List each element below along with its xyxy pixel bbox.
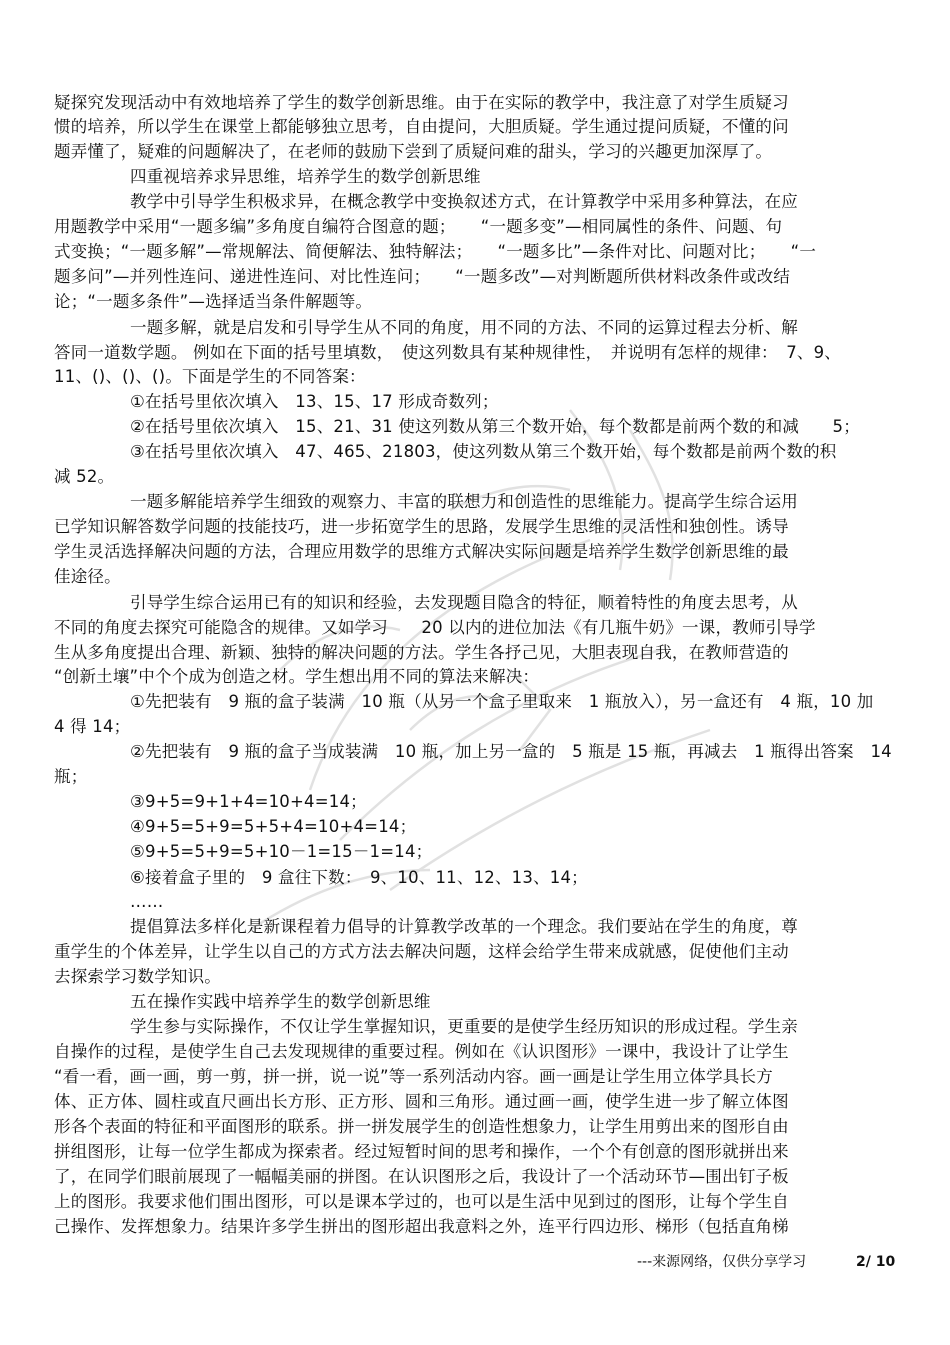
list-item: ④9+5=5+9=5+5+4=10+4=14； [130,817,417,836]
text-line: 了，在同学们眼前展现了一幅幅美丽的拼图。在认识图形之后，我设计了一个活动环节—围出钉子板 [54,1167,789,1186]
text-line: 答同一道数学题。 例如在下面的括号里填数， 使这列数具有某种规律性， 并说明有怎样的规律： 7、9、 [54,343,841,362]
text-line: 上的图形。我要求他们围出图形，可以是课本学过的，也可以是生活中见到过的图形，让每个学生自 [54,1192,789,1211]
text-line: 不同的角度去探究可能隐含的规律。又如学习 20 以内的进位加法《有几瓶牛奶》一课，教师引导学 [54,618,816,637]
text-line: 拼组图形，让每一位学生都成为探索者。经过短暂时间的思考和操作，一个个有创意的图形就拼出来 [54,1142,789,1161]
text-line: 瓶； [54,767,88,786]
text-line: 己操作、发挥想象力。结果许多学生拼出的图形超出我意料之外，连平行四边形、梯形（包括直角梯 [54,1217,789,1236]
list-item: ②先把装有 9 瓶的盒子当成装满 10 瓶，加上另一盒的 5 瓶是 15 瓶，再减去 1 瓶得出答案 14 [130,742,892,761]
text-line: 一题多解能培养学生细致的观察力、丰富的联想力和创造性的思维能力。提高学生综合运用 [130,492,798,511]
text-line: 已学知识解答数学问题的技能技巧，进一步拓宽学生的思路，发展学生思维的灵活性和独创性。诱导 [54,517,789,536]
text-line: “看一看，画一画，剪一剪，拼一拼，说一说”等一系列活动内容。画一画是让学生用立体学具长方 [54,1067,773,1086]
text-line: 体、正方体、圆柱或直尺画出长方形、正方形、圆和三角形。通过画一画，使学生进一步了解立体图 [54,1092,789,1111]
text-line: 减 52。 [54,467,115,486]
text-line: 提倡算法多样化是新课程着力倡导的计算教学改革的一个理念。我们要站在学生的角度，尊 [130,917,798,936]
text-line: 佳途径。 [54,567,121,586]
footer-source: ---来源网络，仅供分享学习 [637,1254,807,1270]
text-line: 题弄懂了，疑难的问题解决了，在老师的鼓励下尝到了质疑问难的甜头，学习的兴趣更加深厚了。 [54,142,773,161]
text-line: 11、()、()、()。下面是学生的不同答案： [54,367,366,386]
list-item: ②在括号里依次填入 15、21、31 使这列数从第三个数开始，每个数都是前两个数的和减 5； [130,417,860,436]
text-line: 学生参与实际操作，不仅让学生掌握知识，更重要的是使学生经历知识的形成过程。学生亲 [130,1017,798,1036]
text-line: 式变换；“一题多解”—常规解法、简便解法、独特解法； “一题多比”—条件对比、问题对比； “一 [54,242,817,261]
text-line: 用题教学中采用“一题多编”多角度自编符合图意的题； “一题多变”—相同属性的条件、问题、句 [54,217,783,236]
list-item: ⑥接着盒子里的 9 盒往下数： 9、10、11、12、13、14； [130,868,588,887]
text-line: 题多问”—并列性连问、递进性连问、对比性连问； “一题多改”—对判断题所供材料改条件或改结 [54,267,791,286]
text-line: 自操作的过程，是使学生自己去发现规律的重要过程。例如在《认识图形》一课中，我设计了让学生 [54,1042,789,1061]
text-line: 4 得 14； [54,717,131,736]
text-line: 生从多角度提出合理、新颖、独特的解决问题的方法。学生各抒己见，大胆表现自我，在教师营造的 [54,643,789,662]
text-line: “创新土壤”中个个成为创造之材。学生想出用不同的算法来解决： [54,667,540,686]
ellipsis: …… [130,892,164,911]
section-heading: 四重视培养求异思维，培养学生的数学创新思维 [130,167,481,186]
list-item: ③9+5=9+1+4=10+4=14； [130,792,367,811]
text-line: 学生灵活选择解决问题的方法，合理应用数学的思维方式解决实际问题是培养学生数学创新思维的最 [54,542,789,561]
section-heading: 五在操作实践中培养学生的数学创新思维 [130,992,431,1011]
text-line: 去探索学习数学知识。 [54,967,221,986]
list-item: ⑤9+5=5+9=5+10－1=15－1=14； [130,842,433,861]
page-number: 2/ 10 [856,1254,896,1270]
text-line: 教学中引导学生积极求异，在概念教学中变换叙述方式，在计算教学中采用多种算法，在应 [130,192,798,211]
list-item: ①在括号里依次填入 13、15、17 形成奇数列； [130,392,499,411]
text-line: 重学生的个体差异，让学生以自己的方式方法去解决问题，这样会给学生带来成就感，促使他们主动 [54,942,789,961]
text-line: 一题多解，就是启发和引导学生从不同的角度，用不同的方法、不同的运算过程去分析、解 [130,318,798,337]
text-line: 形各个表面的特征和平面图形的联系。拼一拼发展学生的创造性想象力，让学生用剪出来的图形自由 [54,1117,789,1136]
text-line: 惯的培养，所以学生在课堂上都能够独立思考，自由提问，大胆质疑。学生通过提问质疑，不懂的问 [54,117,789,136]
text-line: 引导学生综合运用已有的知识和经验，去发现题目隐含的特征，顺着特性的角度去思考，从 [130,593,798,612]
text-line: 疑探究发现活动中有效地培养了学生的数学创新思维。由于在实际的教学中，我注意了对学生质疑习 [54,93,789,112]
list-item: ③在括号里依次填入 47、465、21803，使这列数从第三个数开始，每个数都是前两个数的积 [130,442,837,461]
list-item: ①先把装有 9 瓶的盒子装满 10 瓶（从另一个盒子里取来 1 瓶放入），另一盒还有 4 瓶，10 加 [130,692,874,711]
text-line: 论；“一题多条件”—选择适当条件解题等。 [54,292,373,311]
